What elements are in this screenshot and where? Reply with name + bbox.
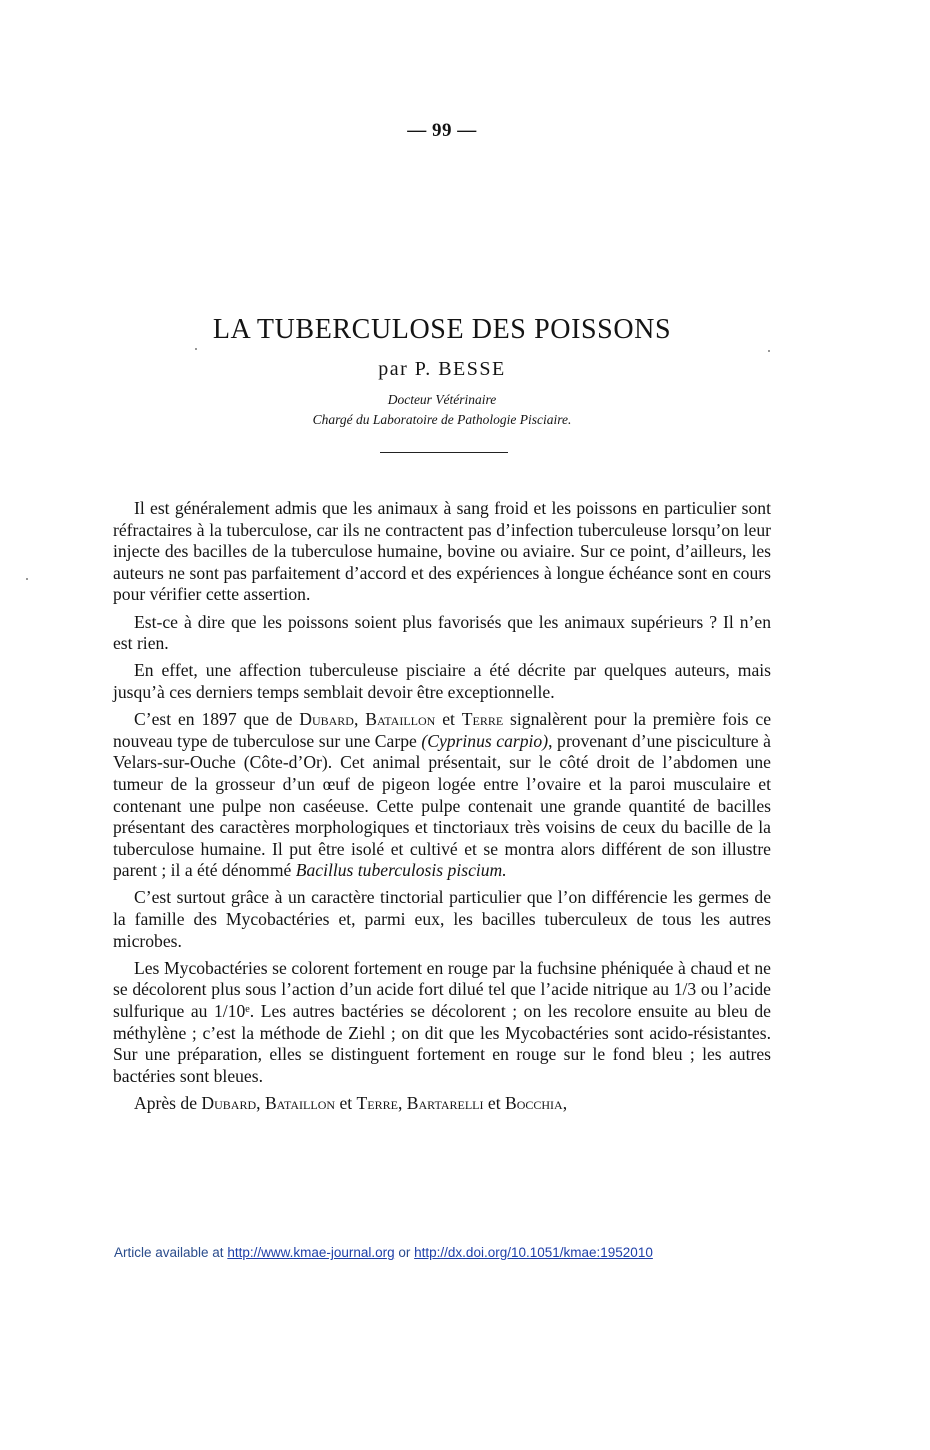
text-run: Après de — [134, 1093, 202, 1113]
text-run: C’est en 1897 que de — [134, 709, 300, 730]
body-paragraph — [113, 958, 771, 1088]
author-name: Terre — [461, 709, 504, 730]
article-availability-footer — [114, 1245, 653, 1260]
text-run: En effet, une affection tuberculeuse pisciaire a été décrite par quelques auteurs, mais jusqu’à ces derniers temps semblait devoir être exceptionnelle. — [113, 660, 771, 702]
author-name: Bartarelli — [406, 1093, 484, 1113]
scan-speck — [195, 348, 197, 350]
author-name: Bocchia — [504, 1093, 563, 1113]
text-run: , — [353, 709, 366, 730]
text-run: , provenant d’une pisciculture à Velars-sur-Ouche (Côte-d’Or). Cet animal présentait, sur le côté droit de l’abdomen une tumeur de la grosseur d’un œuf de pigeon logée entre l’ovaire et la paroi musculaire et contenant une pulpe non caséeuse. Cette pulpe contenait une grande quantité de bacilles présentant des caractères morphologiques et tinctoriaux très voisins de ceux du bacille de la tuberculose humaine. Il put être isolé et cultivé et se montra alors différent de son illustre parent ; il a été dénommé — [113, 730, 771, 881]
text-run: Les Mycobactéries se colorent fortement en rouge par la fuchsine phéniquée à chaud et ne se décolorent plus sous l’action d’un acide fort dilué tel que l’acide nitrique au 1/3 ou l’acide sulfurique au 1/10ᵉ. Les autres bactéries se décolorent ; on les recolore ensuite au bleu de méthylène ; c’est la méthode de Ziehl ; on dit que les Mycobactéries sont acido-résistantes. Sur une préparation, elles se distinguent fortement en rouge sur le fond bleu ; les autres bactéries sont bleues. — [113, 957, 771, 1086]
text-run: , — [397, 1093, 407, 1113]
author-name: Dubard — [201, 1093, 257, 1113]
author-name: Bataillon — [264, 1093, 336, 1113]
body-paragraph — [113, 1093, 771, 1115]
author-name: Terre — [356, 1093, 398, 1113]
text-run: , — [562, 1093, 568, 1113]
text-run: et — [483, 1093, 505, 1113]
body-paragraph — [113, 887, 771, 952]
author-byline: par P. BESSE — [378, 358, 506, 380]
text-run: Il est généralement admis que les animaux à sang froid et les poissons en particulier sont réfractaires à la tuberculose, car ils ne contractent pas d’infection tuberculeuse lorsqu’on leur injecte des bacilles de la tuberculose humaine, bovine ou aviaire. Sur ce point, d’ailleurs, les auteurs ne sont pas parfaitement d’accord et des expériences à longue échéance sont en cours pour vérifier cette assertion. — [113, 498, 771, 605]
body-paragraph — [113, 660, 771, 703]
text-run: signalèrent pour la première fois ce nouveau type de tuberculose sur une Carpe — [113, 709, 772, 751]
body-paragraph — [113, 709, 771, 882]
article-title: LA TUBERCULOSE DES POISSONS — [212, 314, 672, 345]
text-run: et — [335, 1093, 357, 1113]
footer-prefix: Article available at — [114, 1245, 228, 1260]
journal-link[interactable]: http://www.kmae-journal.org — [227, 1245, 395, 1260]
species-name: (Cyprinus carpio) — [421, 730, 549, 751]
text-run: Est-ce à dire que les poissons soient plus favorisés que les animaux supérieurs ? Il n’en est rien. — [113, 611, 771, 654]
article-body — [113, 498, 771, 1120]
text-run: , — [256, 1093, 265, 1113]
doi-link[interactable]: http://dx.doi.org/10.1051/kmae:1952010 — [414, 1245, 653, 1260]
author-name: Dubard — [299, 709, 354, 730]
body-paragraph — [113, 612, 771, 655]
body-paragraph — [113, 498, 771, 606]
text-run: C’est surtout grâce à un caractère tinctorial particulier que l’on différencie les germes de la famille des Mycobactéries et, parmi eux, les bacilles tuberculeux de tous les autres microbes. — [113, 887, 771, 951]
scan-speck — [26, 578, 28, 580]
title-separator-rule — [380, 452, 508, 453]
author-role-line: Chargé du Laboratoire de Pathologie Pisciaire. — [312, 412, 572, 427]
page-number: — 99 — — [407, 120, 477, 141]
scan-speck — [768, 350, 770, 352]
author-name: Bataillon — [365, 709, 436, 730]
species-name: Bacillus tuberculosis piscium. — [295, 860, 507, 881]
author-role-line: Docteur Vétérinaire — [387, 392, 497, 407]
text-run: et — [435, 709, 462, 730]
footer-middle: or — [394, 1245, 415, 1260]
